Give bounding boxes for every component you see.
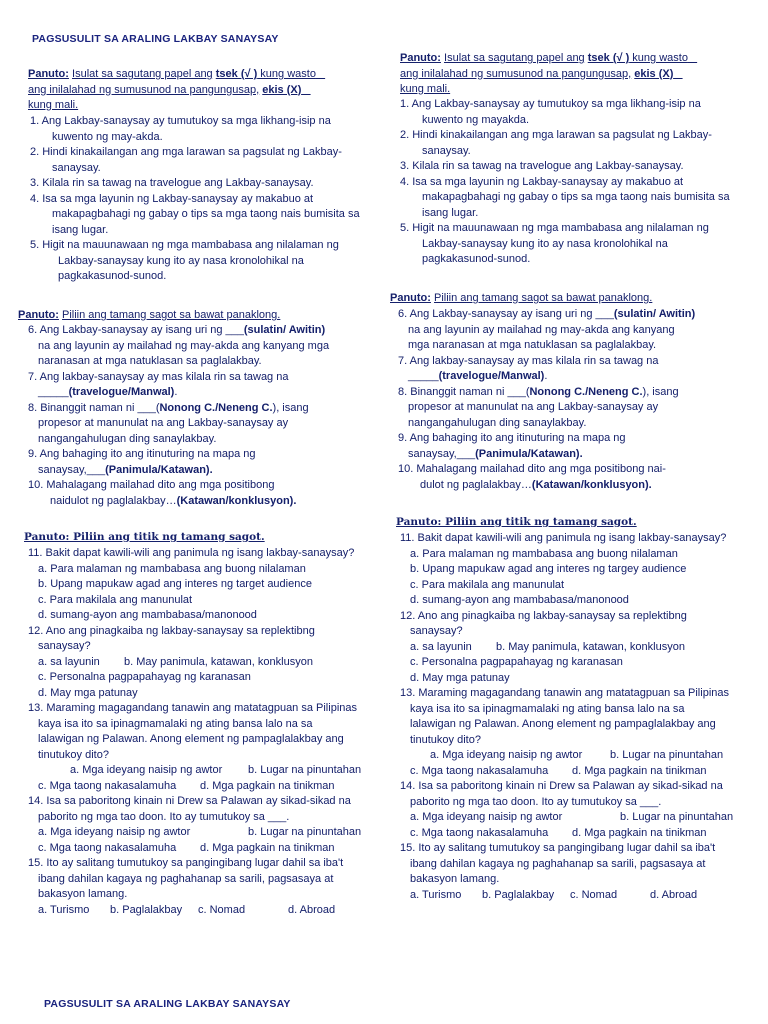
option: a. sa layunin: [38, 655, 100, 668]
option: c. Mga taong nakasalamuha: [410, 764, 549, 777]
list-item: isang lugar.: [422, 206, 479, 219]
list-item: mga naranasan at mga natuklasan sa paglalakbay.: [408, 339, 657, 351]
answer-choice: (Katawan/konklusyon).: [531, 478, 652, 491]
option: a. Turismo: [410, 888, 462, 901]
answer-choice: (Panimula/Katawan).: [105, 463, 213, 476]
question: 13. Maraming magagandang tanawin ang matatagpuan sa Pilipinas: [400, 687, 729, 699]
question: paborito ng mga tao doon. Ito ay tumutukoy sa ___.: [410, 795, 662, 808]
list-item: 1. Ang Lakbay-sanaysay ay tumutukoy sa mga likhang-isip na: [30, 115, 331, 127]
option-row: [28, 779, 378, 795]
option: b. Upang mapukaw agad ang interes ng targey audience: [410, 563, 687, 575]
list-item: makapagbahagi ng gabay o tips sa mga taong nais bumisita sa: [422, 191, 730, 203]
option-row: [28, 763, 378, 779]
option-row: [400, 810, 750, 826]
option: b. Paglalakbay: [482, 888, 555, 901]
list-item: nangangahulugan ding sanaylakbay.: [408, 416, 587, 429]
question: ibang dahilan kagaya ng paghahanap sa sarili, pagsasaya at: [410, 857, 706, 870]
list-item: 9. Ang bahaging ito ang itinuturing na mapa ng: [398, 432, 626, 444]
option: a. Mga ideyang naisip ng awtor: [70, 764, 223, 776]
option: b. Upang mapukaw agad ang interes ng target audience: [38, 578, 312, 590]
option: d. May mga patunay: [38, 686, 138, 699]
list-item: na ang layunin ay mailahad ng may-akda ang kanyang mga: [38, 339, 330, 352]
question: tinutukoy dito?: [410, 733, 481, 746]
right-items-6-10: [398, 307, 743, 493]
option: d. sumang-ayon ang mambabasa/manonood: [38, 609, 257, 621]
right-panuto-1: [400, 51, 745, 98]
list-item: 7. Ang lakbay-sanaysay ay mas kilala rin sa tawag na: [28, 370, 289, 383]
left-panuto-2: [18, 308, 368, 324]
option: d. Mga pagkain na tinikman: [572, 826, 707, 839]
option-row: [400, 764, 750, 780]
question: ibang dahilan kagaya ng paghahanap sa sarili, pagsasaya at: [38, 872, 334, 885]
list-item: 6. Ang Lakbay-sanaysay ay isang uri ng ___(sulatin/ Awitin): [28, 324, 326, 336]
list-item: _____(travelogue/Manwal).: [38, 386, 178, 398]
option: c. Mga taong nakasalamuha: [38, 779, 177, 792]
option: d. Abroad: [650, 888, 698, 901]
left-panuto-1: [28, 67, 373, 114]
option-row: [400, 888, 750, 904]
question: 14. Isa sa paboritong kinain ni Drew sa Palawan ay sikad-sikad na: [28, 795, 351, 807]
tsek-label: tsek (√ ): [215, 68, 258, 80]
option: a. Mga ideyang naisip ng awtor: [410, 811, 563, 823]
question: 13. Maraming magagandang tanawin ang matatagpuan sa Pilipinas: [28, 702, 357, 714]
question: kaya isa ito sa ipinagmamalaki ng ating bansa lalo na sa: [38, 717, 313, 730]
list-item: Lakbay-sanaysay kung ito ay nasa kronolohikal na: [422, 237, 668, 250]
option: d. Abroad: [288, 903, 336, 916]
question: sanaysay?: [410, 625, 463, 637]
question: 15. Ito ay salitang tumutukoy sa pangingibang lugar dahil sa iba't: [400, 842, 716, 854]
question: kaya isa ito sa ipinagmamalaki ng ating bansa lalo na sa: [410, 702, 685, 715]
option: a. Para malaman ng mambabasa ang buong nilalaman: [38, 562, 306, 575]
list-item: naranasan at mga natuklasan sa paglalakbay.: [38, 355, 262, 367]
option: b. May panimula, katawan, konklusyon: [496, 640, 685, 653]
list-item: propesor at manunulat na ang Lakbay-sanaysay ay: [38, 417, 289, 429]
list-item: pagkakasunod-sunod.: [422, 253, 531, 265]
panuto-label: Panuto:: [390, 292, 431, 304]
panuto-label: Panuto:: [28, 68, 69, 80]
list-item: makapagbahagi ng gabay o tips sa mga taong nais bumisita sa: [52, 208, 360, 220]
left-items-6-10: [28, 323, 373, 509]
right-items-11-15: [400, 531, 750, 903]
list-item: _____(travelogue/Manwal).: [408, 370, 548, 382]
list-item: kuwento ng may-akda.: [52, 130, 163, 143]
instruction-text: Isulat sa sagutang papel ang: [72, 68, 213, 80]
list-item: kuwento ng mayakda.: [422, 113, 530, 126]
option: a. Turismo: [38, 903, 90, 916]
question: 11. Bakit dapat kawili-wili ang panimula ng isang lakbay-sanaysay?: [28, 547, 355, 559]
answer-choice: (Katawan/konklusyon).: [176, 494, 297, 507]
option: d. Mga pagkain na tinikman: [200, 779, 335, 792]
option: a. sa layunin: [410, 640, 472, 653]
list-item: propesor at manunulat na ang Lakbay-sanaysay ay: [408, 401, 659, 413]
option: d. sumang-ayon ang mambabasa/manonood: [410, 594, 629, 606]
list-item: 5. Higit na mauunawaan ng mga mambabasa ang nilalaman ng: [400, 222, 709, 234]
list-item: nangangahulugan ding sanaylakbay.: [38, 432, 217, 445]
answer-choice: Nonong C./Neneng C.: [529, 385, 643, 398]
list-item: 3. Kilala rin sa tawag na travelogue ang Lakbay-sanaysay.: [30, 177, 314, 189]
option: c. Personalna pagpapahayag ng karanasan: [38, 671, 251, 683]
option: d. Mga pagkain na tinikman: [200, 841, 335, 854]
option: b. Lugar na pinuntahan: [248, 826, 362, 838]
list-item: 8. Binanggit naman ni ___(Nonong C./Neneng C.), isang: [398, 385, 679, 398]
kung-wasto-text: kung wasto: [257, 68, 316, 80]
question: paborito ng mga tao doon. Ito ay tumutukoy sa ___.: [38, 810, 290, 823]
tsek-label: tsek (√ ): [587, 52, 630, 64]
list-item: 5. Higit na mauunawaan ng mga mambabasa ang nilalaman ng: [30, 239, 339, 251]
question: 12. Ano ang pinagkaiba ng lakbay-sanaysay sa replektibng: [400, 609, 687, 622]
list-item: pagkakasunod-sunod.: [58, 270, 167, 282]
list-item: 8. Binanggit naman ni ___(Nonong C./Neneng C.), isang: [28, 401, 309, 414]
list-item: 10. Mahalagang mailahad dito ang mga positibong nai-: [398, 463, 666, 475]
list-item: isang lugar.: [52, 223, 109, 236]
option: c. Personalna pagpapahayag ng karanasan: [410, 656, 623, 668]
question: 15. Ito ay salitang tumutukoy sa pangingibang lugar dahil sa iba't: [28, 857, 344, 869]
right-panuto-2: [390, 291, 740, 307]
list-item: 10. Mahalagang mailahad dito ang mga positibong: [28, 479, 275, 491]
option: b. Lugar na pinuntahan: [248, 764, 362, 776]
list-item: 3. Kilala rin sa tawag na travelogue ang Lakbay-sanaysay.: [400, 160, 684, 172]
option: a. Mga ideyang naisip ng awtor: [38, 826, 191, 838]
question: 14. Isa sa paboritong kinain ni Drew sa Palawan ay sikad-sikad na: [400, 780, 723, 792]
list-item: 9. Ang bahaging ito ang itinuturing na mapa ng: [28, 448, 256, 460]
instruction-text: ang inilalahad ng sumusunod na pangungusap,: [400, 67, 632, 80]
answer-choice: (sulatin/ Awitin): [613, 308, 696, 320]
list-item: 1. Ang Lakbay-sanaysay ay tumutukoy sa mga likhang-isip na: [400, 98, 701, 110]
list-item: 4. Isa sa mga layunin ng Lakbay-sanaysay ay makabuo at: [30, 192, 314, 205]
instruction-text: kung mali.: [400, 83, 451, 95]
answer-choice: (travelogue/Manwal): [68, 386, 175, 398]
option: d. May mga patunay: [410, 671, 510, 684]
kung-wasto-text: kung wasto: [629, 52, 688, 64]
panuto-label: Panuto:: [18, 309, 59, 321]
page-title: PAGSUSULIT SA ARALING LAKBAY SANAYSAY: [32, 33, 279, 45]
answer-choice: (sulatin/ Awitin): [243, 324, 326, 336]
option: b. Paglalakbay: [110, 903, 183, 916]
option: b. Lugar na pinuntahan: [620, 811, 734, 823]
instruction-text: Isulat sa sagutang papel ang: [444, 52, 585, 64]
footer-title: PAGSUSULIT SA ARALING LAKBAY SANAYSAY: [44, 998, 291, 1010]
left-items-1-5: [30, 114, 375, 285]
option-row: [400, 640, 750, 656]
question: lalawigan ng Palawan. Anong element ng pampaglalakbay ang: [38, 733, 344, 745]
option: a. Mga ideyang naisip ng awtor: [430, 749, 583, 761]
option: c. Nomad: [198, 903, 246, 916]
list-item: Lakbay-sanaysay kung ito ay nasa kronolohikal na: [58, 254, 304, 267]
panuto-heading: Panuto: Piliin ang titik ng tamang sagot.: [396, 516, 637, 528]
right-items-1-5: [400, 97, 745, 268]
instruction-text: kung mali.: [28, 99, 79, 111]
option: b. May panimula, katawan, konklusyon: [124, 655, 313, 668]
list-item: sanaysay.: [52, 161, 101, 174]
question: 11. Bakit dapat kawili-wili ang panimula ng isang lakbay-sanaysay?: [400, 532, 727, 544]
instruction-text: Piliin ang tamang sagot sa bawat panaklong.: [62, 309, 281, 321]
option-row: [28, 841, 378, 857]
option: b. Lugar na pinuntahan: [610, 749, 724, 761]
list-item: sanaysay,___(Panimula/Katawan).: [38, 463, 213, 476]
right-panuto-3: [396, 515, 746, 531]
list-item: sanaysay,___(Panimula/Katawan).: [408, 447, 583, 460]
option-row: [28, 903, 378, 919]
question: bakasyon lamang.: [38, 888, 128, 900]
instruction-text: Piliin ang tamang sagot sa bawat panaklong.: [434, 292, 653, 304]
option: a. Para malaman ng mambabasa ang buong nilalaman: [410, 547, 678, 560]
list-item: 2. Hindi kinakailangan ang mga larawan sa pagsulat ng Lakbay-: [400, 129, 712, 141]
instruction-text: ang inilalahad ng sumusunod na pangungusap,: [28, 83, 260, 96]
list-item: 4. Isa sa mga layunin ng Lakbay-sanaysay ay makabuo at: [400, 175, 684, 188]
list-item: sanaysay.: [422, 144, 471, 157]
left-items-11-15: [28, 546, 378, 918]
option: c. Para makilala ang manunulat: [410, 578, 565, 591]
list-item: 2. Hindi kinakailangan ang mga larawan sa pagsulat ng Lakbay-: [30, 146, 342, 158]
option-row: [400, 748, 750, 764]
option-row: [400, 826, 750, 842]
option: c. Mga taong nakasalamuha: [38, 841, 177, 854]
option: d. Mga pagkain na tinikman: [572, 764, 707, 777]
answer-choice: (Panimula/Katawan).: [475, 447, 583, 460]
panuto-heading: Panuto: Piliin ang titik ng tamang sagot.: [24, 531, 265, 543]
list-item: dulot ng paglalakbay…(Katawan/konklusyon).: [420, 478, 652, 491]
question: sanaysay?: [38, 640, 91, 652]
answer-choice: Nonong C./Neneng C.: [159, 401, 273, 414]
option: c. Para makilala ang manunulat: [38, 593, 193, 606]
ekis-label: ekis (X): [262, 83, 302, 96]
question: lalawigan ng Palawan. Anong element ng pampaglalakbay ang: [410, 718, 716, 730]
panuto-label: Panuto:: [400, 52, 441, 64]
list-item: na ang layunin ay mailahad ng may-akda ang kanyang: [408, 323, 675, 336]
ekis-label: ekis (X): [634, 67, 674, 80]
option-row: [28, 825, 378, 841]
list-item: naidulot ng paglalakbay…(Katawan/konklusyon).: [50, 494, 297, 507]
option: c. Mga taong nakasalamuha: [410, 826, 549, 839]
list-item: 6. Ang Lakbay-sanaysay ay isang uri ng ___(sulatin/ Awitin): [398, 308, 696, 320]
question: bakasyon lamang.: [410, 873, 500, 885]
option-row: [28, 655, 378, 671]
left-panuto-3: [24, 530, 374, 546]
list-item: 7. Ang lakbay-sanaysay ay mas kilala rin sa tawag na: [398, 354, 659, 367]
option: c. Nomad: [570, 888, 618, 901]
question: 12. Ano ang pinagkaiba ng lakbay-sanaysay sa replektibng: [28, 624, 315, 637]
question: tinutukoy dito?: [38, 748, 109, 761]
answer-choice: (travelogue/Manwal): [438, 370, 545, 382]
